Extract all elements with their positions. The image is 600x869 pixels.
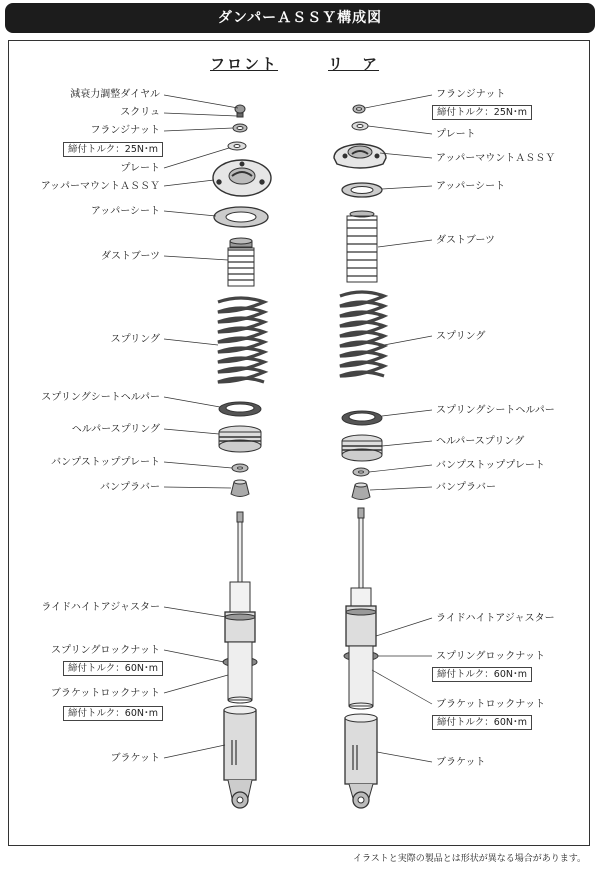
rear-column-header: リ ア <box>328 55 380 73</box>
label-plate: プレート <box>120 163 160 174</box>
label-spring-lock-nut: スプリングロックナット <box>51 645 160 656</box>
label-spring-seat-helper: スプリングシートヘルパー <box>41 392 160 403</box>
torque-spring-lock-nut-rear: 締付トルク：60N･m <box>432 667 532 682</box>
footnote: イラストと実際の製品とは形状が異なる場合があります。 <box>352 854 586 864</box>
label-upper-mount-assy: アッパーマウントＡＳＳＹ <box>40 181 160 192</box>
label-bump-rubber: バンプラバー <box>100 482 160 493</box>
label-bracket-rear: ブラケット <box>436 757 486 768</box>
torque-flange-nut-rear: 締付トルク：25N･m <box>432 105 532 120</box>
torque-spring-lock-nut-front: 締付トルク：60N･m <box>63 661 163 676</box>
diagram-title: ダンパーＡＳＳＹ構成図 <box>5 3 595 33</box>
label-spring: スプリング <box>110 334 160 345</box>
label-bracket-lock-nut: ブラケットロックナット <box>50 688 160 699</box>
label-damping-adjust-dial: 減衰力調整ダイヤル <box>70 89 160 100</box>
label-plate-rear: プレート <box>436 129 476 140</box>
label-helper-spring: ヘルパースプリング <box>71 424 160 435</box>
label-bracket-lock-nut-rear: ブラケットロックナット <box>436 699 546 710</box>
leader-lines <box>164 95 432 762</box>
label-bump-rubber-rear: バンプラバー <box>436 482 496 493</box>
torque-bracket-lock-nut-front: 締付トルク：60N･m <box>63 706 163 721</box>
label-dust-boot-rear: ダストブーツ <box>436 235 495 246</box>
front-column-header: フロント <box>210 55 279 73</box>
label-upper-seat-rear: アッパーシート <box>436 181 506 192</box>
label-bump-stop-plate-rear: バンプストッププレート <box>436 460 545 471</box>
label-spring-seat-helper-rear: スプリングシートヘルパー <box>436 405 555 416</box>
label-dust-boot: ダストブーツ <box>101 251 160 262</box>
torque-flange-nut-front: 締付トルク：25N･m <box>63 142 163 157</box>
label-screw: スクリュ <box>120 107 160 118</box>
label-upper-seat: アッパーシート <box>90 206 160 217</box>
label-upper-mount-assy-rear: アッパーマウントＡＳＳＹ <box>436 153 556 164</box>
label-flange-nut: フランジナット <box>90 125 160 136</box>
label-bump-stop-plate: バンプストッププレート <box>51 457 160 468</box>
label-ride-height-adjuster-rear: ライドハイトアジャスター <box>436 613 555 624</box>
rear-damper-parts <box>334 105 386 808</box>
front-damper-parts <box>213 105 271 808</box>
label-spring-lock-nut-rear: スプリングロックナット <box>436 651 545 662</box>
label-spring-rear: スプリング <box>436 331 486 342</box>
label-ride-height-adjuster: ライドハイトアジャスター <box>41 602 160 613</box>
label-bracket: ブラケット <box>110 753 160 764</box>
torque-bracket-lock-nut-rear: 締付トルク：60N･m <box>432 715 532 730</box>
label-flange-nut-rear: フランジナット <box>436 89 506 100</box>
label-helper-spring-rear: ヘルパースプリング <box>436 436 525 447</box>
